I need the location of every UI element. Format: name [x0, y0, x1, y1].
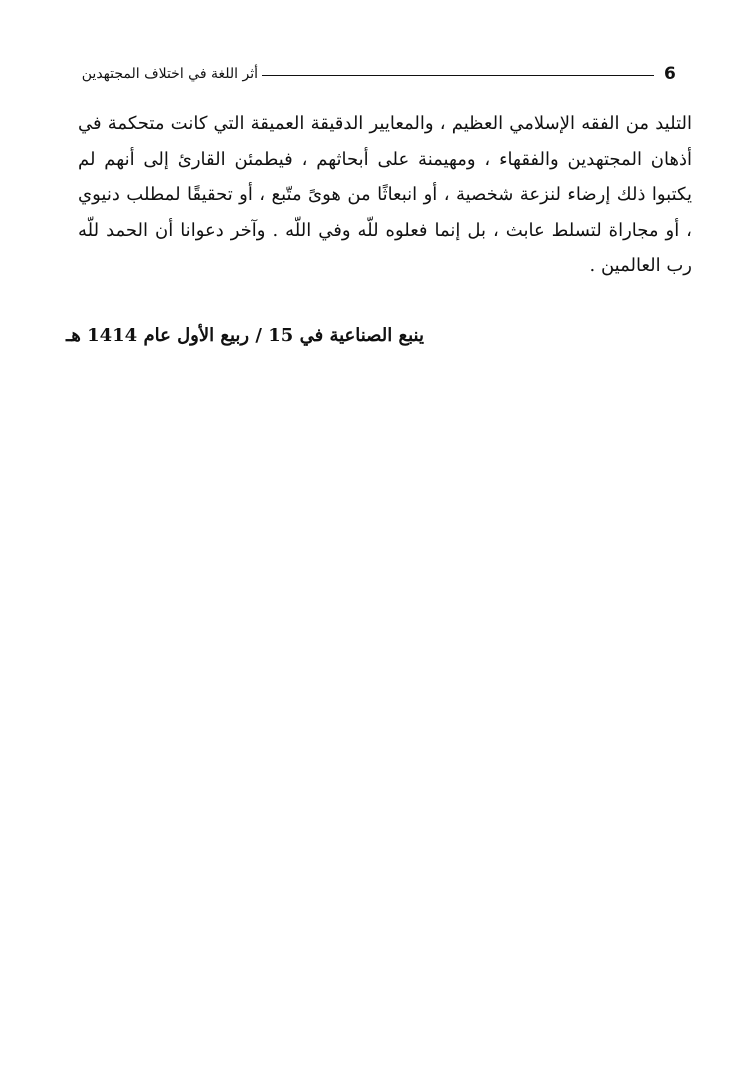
date-place-signoff: ينبع الصناعية في 15 / ربيع الأول عام 1414 هـ	[66, 325, 424, 346]
running-title: أثر اللغة في اختلاف المجتهدين	[81, 66, 258, 82]
header-rule	[262, 75, 654, 76]
page-number: 6	[664, 64, 676, 84]
body-paragraph: التليد من الفقه الإسلامي العظيم ، والمعايير الدقيقة العميقة التي كانت متحكمة في أذهان المجتهدين والفقهاء ، ومهيمنة على أبحاثهم ، فيطمئن القارئ إلى أنهم لم يكتبوا ذلك إرضاء لنزعة شخصية ، أو انبعاثًا من هوىً متّبع ، أو تحقيقًا لمطلب دنيوي ، أو مجاراة لتسلط عابث ، بل إنما فعلوه للّه وفي اللّه . وآخر دعوانا أن الحمد للّه رب العالمين .	[78, 113, 692, 276]
